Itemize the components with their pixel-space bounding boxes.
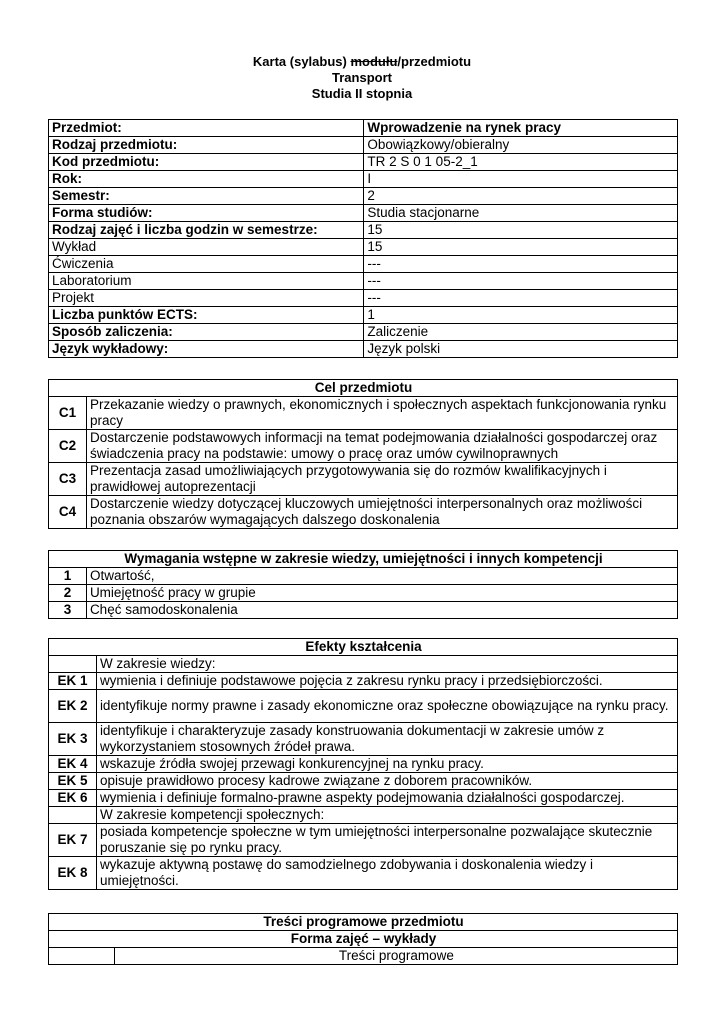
info-value: Zaliczenie	[364, 324, 678, 341]
outcome-row	[49, 857, 678, 890]
outcome-code: EK 5	[49, 773, 97, 790]
requirement-number: 1	[49, 568, 87, 585]
goals-title: Cel przedmiotu	[49, 380, 678, 397]
info-row	[49, 188, 678, 205]
outcome-section-row	[49, 656, 678, 673]
info-row	[49, 120, 678, 137]
contents-column-header: Treści programowe	[114, 948, 677, 965]
info-row	[49, 205, 678, 222]
info-value: 2	[364, 188, 678, 205]
goal-code: C4	[49, 496, 87, 529]
program-contents-table	[48, 913, 678, 965]
info-label: Sposób zaliczenia:	[49, 324, 364, 341]
info-value: ---	[364, 290, 678, 307]
info-label: Język wykładowy:	[49, 341, 364, 358]
outcome-code: EK 8	[49, 857, 97, 890]
outcome-text: wskazuje źródła swojej przewagi konkurencyjnej na rynku pracy.	[96, 756, 677, 773]
info-value: Studia stacjonarne	[364, 205, 678, 222]
outcome-row	[49, 790, 678, 807]
info-label: Laboratorium	[49, 273, 364, 290]
goal-text: Przekazanie wiedzy o prawnych, ekonomicznych i społecznych aspektach funkcjonowania rynku pracy	[86, 397, 677, 430]
requirement-text: Umiejętność pracy w grupie	[86, 585, 677, 602]
info-value: Język polski	[364, 341, 678, 358]
info-row	[49, 256, 678, 273]
info-value: 1	[364, 307, 678, 324]
info-row	[49, 273, 678, 290]
info-value: ---	[364, 273, 678, 290]
title-suffix: /przedmiotu	[397, 54, 472, 69]
goal-row	[49, 463, 678, 496]
info-row	[49, 307, 678, 324]
goal-text: Prezentacja zasad umożliwiających przygotowywania się do rozmów kwalifikacyjnych i prawidłowej autoprezentacji	[86, 463, 677, 496]
outcome-row	[49, 690, 678, 723]
info-value: ---	[364, 256, 678, 273]
requirement-number: 3	[49, 602, 87, 619]
course-goals-table	[48, 379, 678, 529]
contents-title: Treści programowe przedmiotu	[49, 914, 678, 931]
info-label: Forma studiów:	[49, 205, 364, 222]
goal-row	[49, 496, 678, 529]
title-strikethrough: modułu	[350, 54, 398, 69]
goal-text: Dostarczenie podstawowych informacji na temat podejmowania działalności gospodarczej oraz świadczenia pracy na podstawie: umowy o pracę oraz umów cywilnoprawnych	[86, 430, 677, 463]
outcome-code: EK 2	[49, 690, 97, 723]
info-row	[49, 137, 678, 154]
outcome-code: EK 3	[49, 723, 97, 756]
outcome-text: wymienia i definiuje podstawowe pojęcia z zakresu rynku pracy i przedsiębiorczości.	[96, 673, 677, 690]
info-value: 15	[364, 222, 678, 239]
info-label: Przedmiot:	[49, 120, 364, 137]
outcome-text: wymienia i definiuje formalno-prawne aspekty podejmowania działalności gospodarczej.	[96, 790, 677, 807]
outcome-row	[49, 773, 678, 790]
outcome-row	[49, 824, 678, 857]
outcome-text: wykazuje aktywną postawę do samodzielnego zdobywania i doskonalenia wiedzy i umiejętności.	[96, 857, 677, 890]
outcome-code: EK 7	[49, 824, 97, 857]
outcome-text: W zakresie kompetencji społecznych:	[96, 807, 677, 824]
requirement-row	[49, 585, 678, 602]
info-row	[49, 341, 678, 358]
outcomes-title: Efekty kształcenia	[49, 639, 678, 656]
field-of-study: Transport	[332, 70, 392, 85]
outcome-code: EK 1	[49, 673, 97, 690]
info-label: Kod przedmiotu:	[49, 154, 364, 171]
goal-code: C2	[49, 430, 87, 463]
outcome-text: opisuje prawidłowo procesy kadrowe związane z doborem pracowników.	[96, 773, 677, 790]
info-label: Rodzaj przedmiotu:	[49, 137, 364, 154]
info-value: Obowiązkowy/obieralny	[364, 137, 678, 154]
outcome-code	[49, 656, 97, 673]
outcome-row	[49, 673, 678, 690]
info-label: Ćwiczenia	[49, 256, 364, 273]
goal-text: Dostarczenie wiedzy dotyczącej kluczowych umiejętności interpersonalnych oraz możliwości poznania obszarów wymagających dalszego doskonalenia	[86, 496, 677, 529]
goal-row	[49, 397, 678, 430]
info-row	[49, 239, 678, 256]
requirement-number: 2	[49, 585, 87, 602]
outcome-row	[49, 756, 678, 773]
contents-number-header	[49, 948, 115, 965]
outcome-code: EK 6	[49, 790, 97, 807]
info-row	[49, 290, 678, 307]
course-info-table	[48, 119, 678, 358]
outcome-text: W zakresie wiedzy:	[96, 656, 677, 673]
goal-code: C3	[49, 463, 87, 496]
outcome-text: identyfikuje normy prawne i zasady ekonomiczne oraz społeczne obowiązujące na rynku pracy.	[96, 690, 677, 723]
info-label: Rok:	[49, 171, 364, 188]
info-value: I	[364, 171, 678, 188]
info-label: Semestr:	[49, 188, 364, 205]
document-title	[0, 54, 724, 70]
requirement-text: Chęć samodoskonalenia	[86, 602, 677, 619]
info-row	[49, 154, 678, 171]
info-label: Wykład	[49, 239, 364, 256]
info-label: Projekt	[49, 290, 364, 307]
requirements-title: Wymagania wstępne w zakresie wiedzy, umiejętności i innych kompetencji	[49, 551, 678, 568]
requirement-row	[49, 602, 678, 619]
goal-code: C1	[49, 397, 87, 430]
info-label: Liczba punktów ECTS:	[49, 307, 364, 324]
outcome-section-row	[49, 807, 678, 824]
info-value: Wprowadzenie na rynek pracy	[364, 120, 678, 137]
info-row	[49, 324, 678, 341]
requirements-table	[48, 550, 678, 619]
info-label: Rodzaj zajęć i liczba godzin w semestrze:	[49, 222, 364, 239]
info-row	[49, 171, 678, 188]
info-row	[49, 222, 678, 239]
requirement-row	[49, 568, 678, 585]
requirement-text: Otwartość,	[86, 568, 677, 585]
outcome-code	[49, 807, 97, 824]
title-prefix: Karta (sylabus)	[252, 54, 351, 69]
goal-row	[49, 430, 678, 463]
outcome-code: EK 4	[49, 756, 97, 773]
outcome-text: posiada kompetencje społeczne w tym umiejętności interpersonalne pozwalające skutecznie poruszanie się po rynku pracy.	[96, 824, 677, 857]
study-level: Studia II stopnia	[311, 86, 413, 101]
outcome-text: identyfikuje i charakteryzuje zasady konstruowania dokumentacji w zakresie umów z wykorzystaniem stosownych źródeł prawa.	[96, 723, 677, 756]
info-value: 15	[364, 239, 678, 256]
outcome-row	[49, 723, 678, 756]
info-value: TR 2 S 0 1 05-2_1	[364, 154, 678, 171]
contents-subtitle: Forma zajęć – wykłady	[49, 931, 678, 948]
learning-outcomes-table	[48, 638, 678, 890]
